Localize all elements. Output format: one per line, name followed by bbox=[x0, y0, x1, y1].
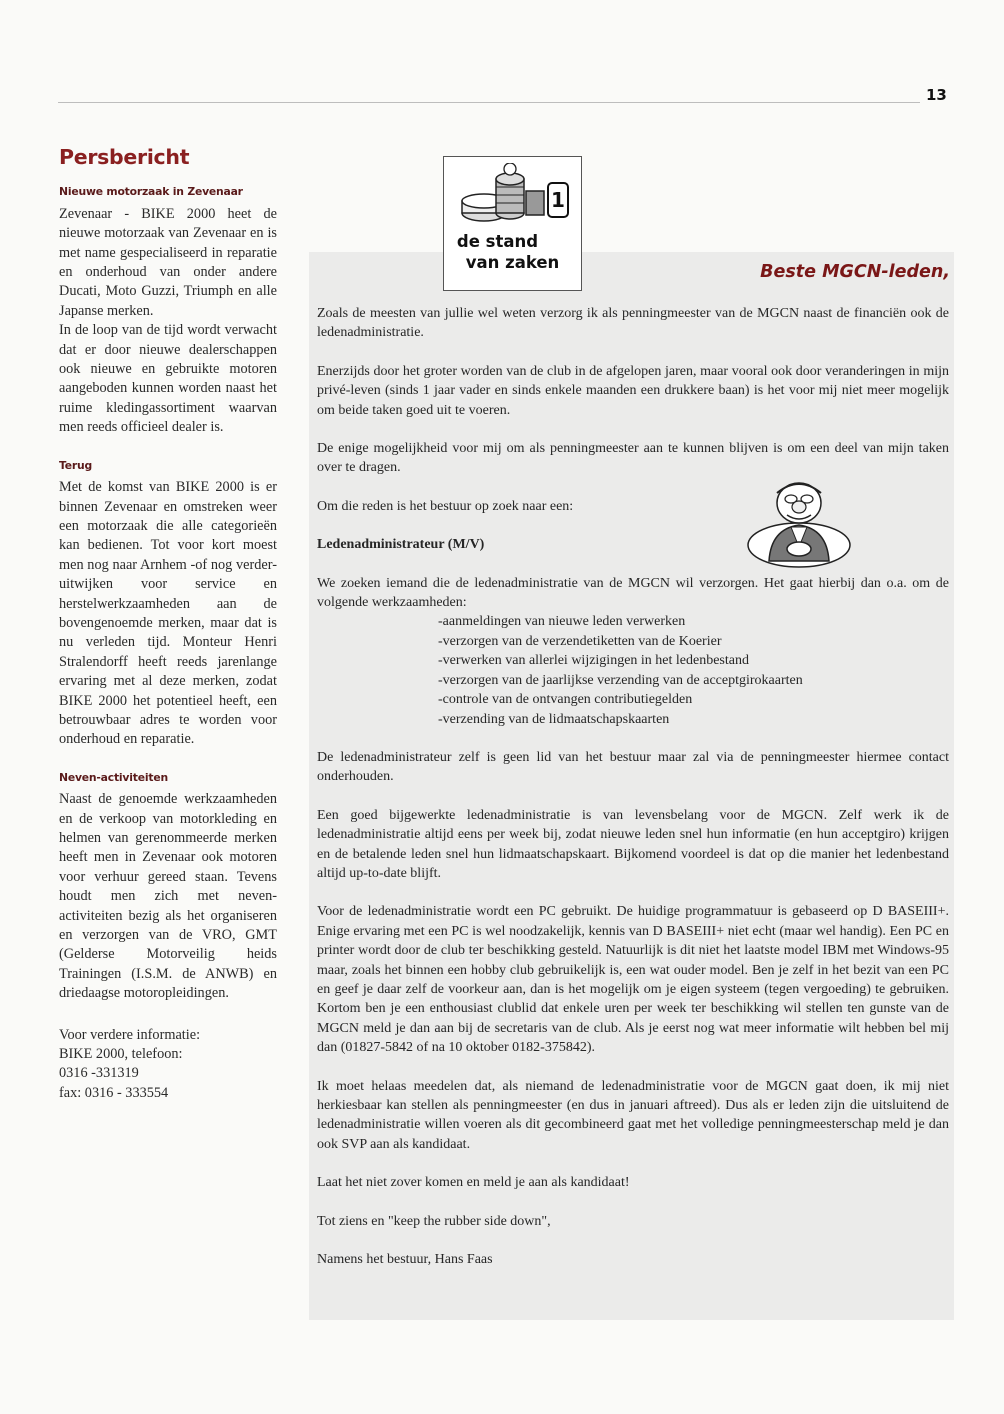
paragraph: Laat het niet zover komen en meld je aan als kandidaat! bbox=[317, 1175, 630, 1191]
paragraph: Ik moet helaas meedelen dat, als niemand de ledenadministratie voor de MGCN gaat doen, ik mij niet herkiesbaar kan stellen als penningmeester (en dus in januari aftreed). Dus als er leden zijn die uitsluitend de ledenadministratie willen voeren als dit gecombineerd gaat met het volledige penningmeesterschap meld je dan ook SVP aan als kandidaat. bbox=[317, 1078, 949, 1152]
paragraph: Met de komst van BIKE 2000 is er binnen Zevenaar en omstreken weer een motorzaak die alle categorieën kan bedienen. Tot voor kort moest men nog naar Arnhem -of nog verder- uitwijken voor service en herstelwerkzaamheden aan de bovengenoemde merken, maar dat is nu verleden tijd. Monteur Henri Stralendorff heeft reeds jarenlange ervaring met al deze merken, zodat BIKE 2000 het potentieel heeft, een betrouwbaar adres te worden voor onderhoud en reparatie. bbox=[59, 479, 277, 748]
coins-illustration-icon bbox=[454, 163, 572, 233]
paragraph: Tot ziens en "keep the rubber side down", bbox=[317, 1213, 551, 1229]
logo-text-line2: van zaken bbox=[465, 253, 560, 272]
task-list bbox=[438, 612, 949, 728]
paragraph: In de loop van de tijd wordt verwacht dat er door nieuwe dealerschappen ook nieuwe en gebruikte motoren aangeboden kunnen worden naast het ruime kledingassortiment waarvan men reeds officieel dealer is. bbox=[59, 322, 277, 436]
paragraph: Voor de ledenadministratie wordt een PC gebruikt. De huidige programmatuur is gebaseerd op D BASEIII+. Enige ervaring met een PC is wel noodzakelijk, kennis van D BASEIII+ niet echt (maar wel handig). Een PC en printer wordt door de club ter beschikking gesteld. Natuurlijk is dit niet het laatste model IBM met Windows-95 maar, zoals het binnen een hobby club gebruikelijk is, een wat ouder model. Ben je zelf in het bezit van een PC en geef je daar zelf de voorkeur aan, dan is het mogelijk om je eigen systeem (tegen vergoeding) te gebruiken. Kortom ben je een enthousiast clublid dat enkele uren per week ter beschikking wil stellen ten gunste van de MGCN meld je dan aan bij de secretaris van de club. Als je eerst nog wat meer informatie wilt hebben bel mij dan (01827-5842 of na 10 oktober 0182-375842). bbox=[317, 904, 949, 1056]
job-title: Ledenadministrateur (M/V) bbox=[317, 537, 485, 553]
press-release-column bbox=[59, 145, 277, 1103]
signature: Namens het bestuur, Hans Faas bbox=[317, 1252, 493, 1268]
paragraph: Een goed bijgewerkte ledenadministratie is van levensbelang voor de MGCN. Zelf werk ik de ledenadministratie altijd eens per week bij, zodat nieuwe leden snel hun informatie (en hun acceptgiro) krijgen en de betalende leden snel hun lidmaatschapskaart. Bijkomend voordeel is dat op die manier het ledenbestand altijd up-to-date blijft. bbox=[317, 807, 949, 881]
list-item: -aanmeldingen van nieuwe leden verwerken bbox=[438, 614, 686, 630]
letter-column bbox=[317, 304, 949, 1269]
paragraph: De enige mogelijkheid voor mij om als penningmeester aan te kunnen blijven is om een deel van mijn taken over te dragen. bbox=[317, 441, 949, 476]
paragraph: Zevenaar - BIKE 2000 heet de nieuwe motorzaak van Zevenaar en is met name gespecialiseerd in reparatie en onderhoud van onder andere Ducati, Moto Guzzi, Triumph en alle Japanse merken. bbox=[59, 205, 277, 319]
paragraph: De ledenadministrateur zelf is geen lid van het bestuur maar zal via de penningmeester hiermee contact onderhouden. bbox=[317, 749, 949, 785]
contact-line: fax: 0316 - 333554 bbox=[59, 1084, 169, 1101]
svg-text:1: 1 bbox=[551, 188, 565, 212]
paragraph: Zoals de meesten van jullie wel weten verzorg ik als penningmeester van de MGCN naast de financiën ook de ledenadministratie. bbox=[317, 306, 949, 341]
logo-text-line1: de stand bbox=[456, 232, 539, 251]
section-heading: Terug bbox=[59, 458, 92, 472]
list-item: -verzorgen van de jaarlijkse verzending van de acceptgirokaarten bbox=[438, 672, 803, 688]
paragraph: Naast de genoemde werkzaamheden en de verkoop van motorkleding en helmen van gerenommeerde merken heeft men in Zevenaar ook motoren voor verhuur gereed staan. Tevens houdt men zich met neven-activiteiten bezig als het organiseren en verzorgen van de VRO, GMT (Gelderse Motorveilig heids Trainingen (I.S.M. de ANWB) en driedaagse motoropleidingen. bbox=[59, 791, 277, 1002]
column-logo bbox=[443, 156, 582, 291]
header-rule bbox=[58, 102, 920, 103]
paragraph: Enerzijds door het groter worden van de club in de afgelopen jaren, maar vooral ook door veranderingen in mijn privé-leven (sinds 1 jaar vader en sinds enkele maanden een drukkere baan) is het voor mij niet meer mogelijk om beide taken goed uit te voeren. bbox=[317, 363, 949, 418]
section-heading: Nieuwe motorzaak in Zevenaar bbox=[59, 185, 243, 199]
section-heading: Neven-activiteiten bbox=[59, 770, 168, 784]
list-item: -verzorgen van de verzendetiketten van de Koerier bbox=[438, 633, 722, 649]
contact-block bbox=[59, 1026, 277, 1104]
list-item: -verzending van de lidmaatschapskaarten bbox=[438, 711, 670, 727]
paragraph: Om die reden is het bestuur op zoek naar een: bbox=[317, 498, 574, 514]
list-item: -verwerken van allerlei wijzigingen in het ledenbestand bbox=[438, 653, 749, 669]
contact-line: BIKE 2000, telefoon: bbox=[59, 1046, 183, 1063]
page-number: 13 bbox=[926, 86, 947, 104]
paragraph: We zoeken iemand die de ledenadministratie van de MGCN wil verzorgen. Het gaat hierbij dan o.a. om de volgende werkzaamheden: bbox=[317, 575, 949, 611]
contact-line: 0316 -331319 bbox=[59, 1065, 139, 1082]
list-item: -controle van de ontvangen contributiegelden bbox=[438, 692, 693, 708]
letter-greeting: Beste MGCN-leden, bbox=[760, 262, 950, 282]
contact-line: Voor verdere informatie: bbox=[59, 1026, 201, 1043]
press-release-title: Persbericht bbox=[59, 145, 190, 169]
